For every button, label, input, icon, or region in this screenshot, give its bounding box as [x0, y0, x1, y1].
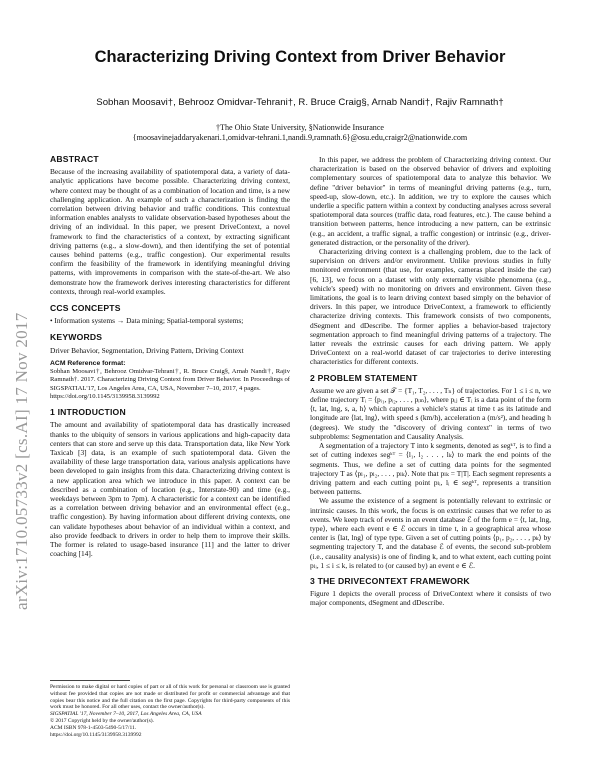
framework-paragraph: Figure 1 depicts the overall process of DriveContext where it consists of two major components, dSegment and dDescribe.	[310, 589, 551, 608]
intro-heading: 1 INTRODUCTION	[50, 407, 126, 418]
problem-paragraph-3: We assume the existence of a segment is potentially relevant to extrinsic or intrinsic causes. In this work, the focus is on extrinsic causes that we refer to as events. We keep track of events in an event database ℰ of the form e = ⟨t, lat, lng, type⟩, where each event e ∈ ℰ occurs in time t, in a geographical area whose center is ⟨lat, lng⟩ of type type. Given a set of cutting points ⟨p₁, p₂, . . . , pₖ⟩ by segmenting trajectory T, and the database ℰ of events, the second sub-problem (i.e., causality analysis) is one of finding k, and to what extent, each cutting point pₗᵢ, 1 ≤ i ≤ k, is related to (or caused by) an event e ∈ ℰ.	[310, 496, 551, 570]
footnote-doi[interactable]: https://doi.org/10.1145/3139958.3139992	[50, 731, 142, 738]
right-column	[310, 155, 551, 608]
section-3-heading: 3 THE DRIVECONTEXT FRAMEWORK	[310, 575, 470, 586]
abstract-text: Because of the increasing availability of spatiotemporal data, a variety of data-analytic applications have become possible. Characterizing driving context, where context may be thought of as a combination of location and time, is a new challenging application. An example of such a characterization is finding the correlation between driving behavior and traffic conditions. This contextual information enables analysts to validate observation-based hypotheses about the driving of an individual. In this paper, we present DriveContext, a novel framework to find the characteristics of a context, by extracting significant driving patterns (e.g., a slow-down), and then identifying the set of potential causes behind patterns (e.g., traffic congestion). Our experimental results confirm the feasibility of the framework in identifying meaningful driving patterns, with improvements in comparison with the state-of-the-art. We also demonstrate how the framework derives interesting characteristics for different contexts, through real-world examples.	[50, 167, 290, 296]
section-2-heading: 2 PROBLEM STATEMENT	[310, 372, 418, 383]
left-column	[50, 155, 290, 559]
problem-paragraph-2: A segmentation of a trajectory T into k segments, denoted as segᵏᵀ, is to find a set of cutting indexes segᵏᵀ = ⟨l₁, l₂ . . . , lₖ⟩ to mark the end points of the segments. Thus, we define a set of cutting data points for the segmented trajectory T as ⟨pₗ₁, pₗ₂, . . . , pₗₖ⟩. Note that pₗₖ = T|T|. Each segment represents a driving pattern and each cutting point pₗᵢ, lᵢ ∈ segᵏᵀ, represents a transition between patterns.	[310, 441, 551, 497]
footnote-rule	[50, 680, 130, 681]
affiliations	[40, 123, 560, 143]
ccs-text: • Information systems → Data mining; Spatial-temporal systems;	[50, 316, 244, 326]
problem-paragraph-1: Assume we are given a set 𝒯 = {T₁, T₂, . . . , Tₙ} of trajectories. For 1 ≤ i ≤ n, we define trajectory Tᵢ = ⟨pᵢ₁, pᵢ₂, . . . , pᵢₘ⟩, where pᵢⱼ ∈ Tᵢ is a data point of the form ⟨t, lat, lng, s, a, h⟩ which captures a vehicle's status at time t as its latitude and longitude are ⟨lat, lng⟩, with speed s (km/h), acceleration a (m/s²), and heading h (degrees). We study the "discovery of driving context" in terms of two subproblems: Segmentation and Causality Analysis.	[310, 385, 551, 441]
footnote-copyright: © 2017 Copyright held by the owner/author(s).	[50, 717, 154, 724]
paper-title: Characterizing Driving Context from Driver Behavior	[94, 48, 506, 66]
acm-ref-text: Sobhan Moosavi†, Behrooz Omidvar-Tehrani†, R. Bruce Craig§, Arnab Nandi†, Rajiv Ramnath†. 2017. Characterizing Driving Context from Driver Behavior. In Proceedings of SIGSPATIAL'17, Los Angeles Area, CA, USA, November 7–10, 2017, 4 pages.	[50, 368, 290, 392]
acm-ref-heading: ACM Reference format:	[50, 359, 126, 367]
author-list: Sobhan Moosavi†, Behrooz Omidvar-Tehrani†, R. Bruce Craig§, Arnab Nandi†, Rajiv Ramnath†	[96, 97, 504, 108]
right-paragraph-1: In this paper, we address the problem of Characterizing driving context. Our characterization is based on the observed behavior of drivers and exploiting complementary sources of spatiotemporal data to analyze this behavior. We define "driver behavior" in terms of meaningful driving patterns (e.g., turn, speed-up, slow-down, etc.). In addition, we try to explore the causes which underlie a specific pattern within a context by conducting analyses across several spatiotemporal data sources (traffic data, road features, etc.). The cause behind a transition between patterns, hence introducing a new pattern, can be extrinsic (e.g., an accident, a traffic signal, a traffic congestion) or intrinsic (e.g., driver-generated distraction, or the personality of the driver).	[310, 155, 551, 247]
acm-ref-doi[interactable]: https://doi.org/10.1145/3139958.3139992	[50, 392, 160, 400]
abstract-heading: ABSTRACT	[50, 154, 99, 164]
affiliation-emails: {moosavinejaddaryakenari.1,omidvar-tehrani.1,nandi.9,ramnath.6}@osu.edu,craigr2@nationwide.com	[132, 133, 468, 143]
intro-text: The amount and availability of spatiotemporal data has drastically increased thanks to the ubiquity of sensors in various applications and high-capacity data centers that can store and serve up this data. Transportation data, like New York Taxicab [3] data, is an example of such spatiotemporal data. Given the availability of these large transportation data, various analysis applications have been developed to gain insights from this data. Characterizing driving context is a new application area which we introduce in this paper. A context can be described as a combination of location (e.g., Interstate-90) and time (e.g., weekdays between 3pm to 7pm). A characteristic for a context can be identified as a correlation between driving behavior and an environmental effect (e.g., traffic congestion). By having information about different driving contexts, one can validate hypotheses about behavior of an individual within a context, and also provide feedback to drivers in order to help them to improve their skills. The former is related to usage-based insurance [11] and the latter to driver coaching [14].	[50, 420, 290, 559]
footnote-isbn: ACM ISBN 978-1-4503-5490-5/17/11.	[50, 724, 137, 731]
right-paragraph-2: Characterizing driving context is a challenging problem, due to the lack of supervision on drivers and/or environment. Unlike previous studies in fully monitored environment (that use, for examples, cameras placed inside the car) [6, 13], we focus on a dataset with only externally visible phenomena (e.g., vehicle's speed) with no monitoring on drivers and environment. Given these limitations, the goal is to learn driving context based simply on the behavior of drivers. In this paper, we introduce DriveContext, a framework to efficiently characterize driving contexts. This framework consists of two components, dSegment and dDescribe. The former applies a behavior-based trajectory segmentation approach to find meaningful driving patterns of a trajectory. The latter reveals the extrinsic causes for each driving pattern. We apply DriveContext on a real-world dataset of car trajectories to derive interesting characteristics for different contexts.	[310, 247, 551, 367]
footnote-block	[50, 680, 290, 738]
arxiv-stamp: arXiv:1710.05733v2 [cs.AI] 17 Nov 2017	[12, 312, 31, 610]
footnote-venue: SIGSPATIAL '17, November 7–10, 2017, Los Angeles Area, CA, USA	[50, 711, 202, 718]
ccs-heading: CCS CONCEPTS	[50, 303, 121, 314]
keywords-heading: KEYWORDS	[50, 332, 103, 343]
keywords-text: Driver Behavior, Segmentation, Driving Pattern, Driving Context	[50, 345, 244, 355]
affiliation-institutions: †The Ohio State University, §Nationwide Insurance	[215, 123, 385, 132]
footnote-permission: Permission to make digital or hard copies of part or all of this work for personal or classroom use is granted without fee provided that copies are not made or distributed for profit or commercial advantage and that copies bear this notice and the full citation on the first page. Copyrights for third-party components of this work must be honored. For all other uses, contact the owner/author(s).	[50, 684, 290, 711]
